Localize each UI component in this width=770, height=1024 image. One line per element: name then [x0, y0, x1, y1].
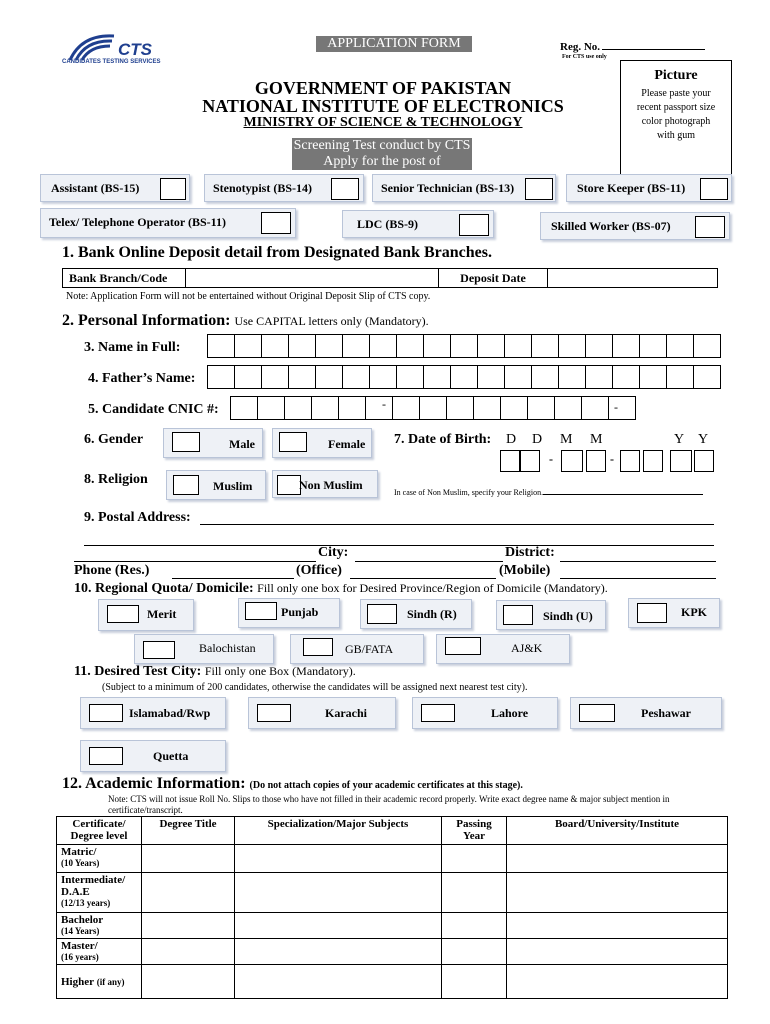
bank-branch-input[interactable] [186, 269, 439, 288]
char-cell[interactable] [284, 396, 312, 420]
dob-letter: Y [698, 432, 709, 447]
degree-level: Bachelor [61, 914, 104, 926]
char-cell[interactable] [473, 396, 501, 420]
city-islamabad[interactable] [80, 697, 226, 729]
degree-title-cell[interactable] [142, 913, 235, 939]
dob-cell[interactable] [561, 450, 583, 472]
char-cell[interactable] [581, 396, 609, 420]
section2-title: 2. Personal Information: [62, 312, 231, 329]
gender-female-checkbox[interactable] [279, 432, 307, 452]
char-cell[interactable] [230, 396, 258, 420]
char-cell[interactable] [585, 334, 613, 358]
post-senior-technician[interactable] [372, 174, 556, 202]
picture-box [620, 60, 732, 182]
section10-header [74, 581, 608, 597]
char-cell[interactable] [666, 334, 694, 358]
institute-cell[interactable] [507, 913, 728, 939]
year-cell[interactable] [442, 845, 507, 873]
city-option-label: Peshawar [641, 706, 691, 720]
section11-header [74, 664, 356, 680]
religion-non-muslim[interactable] [272, 470, 378, 498]
academic-table [56, 816, 728, 999]
table-row [57, 965, 728, 999]
section12-title: 12. Academic Information: [62, 775, 246, 792]
city-checkbox[interactable] [89, 747, 123, 765]
degree-level-cell [57, 939, 142, 965]
picture-note-line: recent passport size [636, 102, 716, 113]
dob-cell[interactable] [694, 450, 714, 472]
char-cell[interactable] [234, 365, 262, 389]
major-cell[interactable] [235, 965, 442, 999]
domicile-ajk[interactable] [436, 634, 570, 664]
dob-letter: Y [674, 432, 685, 447]
dob-cell[interactable] [670, 450, 692, 472]
post-ldc[interactable] [342, 210, 494, 238]
char-cell[interactable] [369, 334, 397, 358]
cnic-dash: - [614, 400, 618, 414]
city-lahore[interactable] [412, 697, 558, 729]
domicile-label: KPK [681, 605, 707, 619]
city-option-label: Karachi [325, 706, 367, 720]
degree-years: (if any) [96, 976, 125, 987]
academic-header: Certificate/ Degree level [57, 817, 142, 845]
cnic-cells[interactable] [231, 396, 636, 420]
char-cell[interactable] [338, 396, 366, 420]
degree-level-cell [57, 965, 142, 999]
degree-title-cell[interactable] [142, 873, 235, 913]
char-cell[interactable] [207, 365, 235, 389]
domicile-punjab[interactable] [238, 598, 340, 628]
char-cell[interactable] [666, 365, 694, 389]
domicile-checkbox[interactable] [367, 604, 397, 624]
domicile-merit[interactable] [98, 599, 194, 631]
city-checkbox[interactable] [421, 704, 455, 722]
char-cell[interactable] [504, 334, 532, 358]
post-label: LDC (BS-9) [357, 217, 419, 231]
district-label: District: [505, 545, 555, 560]
city-checkbox[interactable] [257, 704, 291, 722]
degree-years: (10 Years) [61, 858, 100, 868]
religion-label: 8. Religion [84, 472, 148, 487]
post-checkbox[interactable] [261, 212, 291, 234]
major-cell[interactable] [235, 939, 442, 965]
char-cell[interactable] [288, 334, 316, 358]
dob-cell[interactable] [620, 450, 640, 472]
title-institute: NATIONAL INSTITUTE OF ELECTRONICS [202, 96, 564, 116]
section12-subtitle: (Do not attach copies of your academic certificates at this stage). [249, 780, 523, 791]
academic-header: Degree Title [142, 817, 235, 845]
postal-address-line[interactable] [84, 545, 714, 546]
dob-cell[interactable] [643, 450, 663, 472]
degree-level-cell [57, 913, 142, 939]
postal-address-line[interactable] [200, 524, 714, 525]
religion-non-muslim-label: Non Muslim [299, 478, 363, 492]
dob-letter: D [506, 432, 517, 447]
post-label: Store Keeper (BS-11) [577, 181, 686, 195]
deposit-date-input[interactable] [548, 269, 718, 288]
picture-note-line: Please paste your [641, 88, 711, 99]
picture-note-line: color photograph [641, 116, 711, 127]
post-label: Stenotypist (BS-14) [213, 181, 313, 195]
char-cell[interactable] [365, 396, 393, 420]
domicile-checkbox[interactable] [107, 605, 139, 623]
post-telex-operator[interactable] [40, 208, 296, 238]
section2-header [62, 312, 429, 330]
phone-mobile-label: (Mobile) [499, 563, 551, 578]
domicile-label: Punjab [281, 605, 319, 619]
bank-note: Note: Application Form will not be entertained without Original Deposit Slip of CTS copy. [66, 291, 431, 302]
reg-no [560, 39, 705, 53]
char-cell[interactable] [311, 396, 339, 420]
char-cell[interactable] [450, 365, 478, 389]
name-cells[interactable] [208, 334, 721, 358]
non-muslim-note [394, 488, 703, 497]
char-cell[interactable] [342, 365, 370, 389]
year-cell[interactable] [442, 873, 507, 913]
degree-level-cell [57, 873, 142, 913]
city-input[interactable] [355, 561, 503, 562]
char-cell[interactable] [558, 334, 586, 358]
religion-muslim-checkbox[interactable] [173, 475, 199, 495]
domicile-label: Sindh (U) [543, 609, 593, 623]
char-cell[interactable] [504, 365, 532, 389]
domicile-checkbox[interactable] [143, 641, 175, 659]
section1-title: 1. Bank Online Deposit detail from Designated Bank Branches. [62, 244, 492, 261]
degree-years: (12/13 years) [61, 898, 111, 908]
title-government: GOVERNMENT OF PAKISTAN [254, 78, 512, 98]
post-stenotypist[interactable] [204, 174, 364, 202]
reg-no-field[interactable] [602, 39, 705, 50]
table-row [57, 913, 728, 939]
post-label: Skilled Worker (BS-07) [551, 219, 671, 233]
degree-title-cell[interactable] [142, 965, 235, 999]
academic-header: Board/University/Institute [507, 817, 728, 845]
picture-title: Picture [654, 68, 698, 83]
char-cell[interactable] [608, 396, 636, 420]
city-label: City: [318, 545, 349, 560]
post-checkbox[interactable] [331, 178, 359, 200]
bank-table [62, 268, 718, 288]
city-option-label: Quetta [153, 749, 189, 763]
char-cell[interactable] [554, 396, 582, 420]
domicile-label: Balochistan [199, 641, 256, 655]
domicile-label: Sindh (R) [407, 607, 457, 621]
city-checkbox[interactable] [89, 704, 123, 722]
name-label: 3. Name in Full: [84, 340, 181, 355]
char-cell[interactable] [450, 334, 478, 358]
title-ministry: MINISTRY OF SCIENCE & TECHNOLOGY [243, 115, 523, 130]
post-label: Telex/ Telephone Operator (BS-11) [49, 215, 227, 229]
char-cell[interactable] [612, 334, 640, 358]
section2-subtitle: Use CAPITAL letters only (Mandatory). [234, 314, 429, 328]
city-quetta[interactable] [80, 740, 226, 772]
picture-note [621, 87, 731, 143]
dob-label: 7. Date of Birth: [394, 432, 492, 447]
degree-title-cell[interactable] [142, 845, 235, 873]
domicile-label: GB/FATA [345, 642, 394, 656]
degree-level: Matric/ [61, 846, 97, 858]
domicile-balochistan[interactable] [134, 634, 274, 664]
domicile-gb-fata[interactable] [290, 634, 424, 664]
char-cell[interactable] [369, 365, 397, 389]
char-cell[interactable] [315, 334, 343, 358]
char-cell[interactable] [423, 334, 451, 358]
char-cell[interactable] [531, 365, 559, 389]
degree-level: Intermediate/ D.A.E [61, 874, 126, 898]
char-cell[interactable] [396, 365, 424, 389]
degree-years: (16 years) [61, 952, 99, 962]
post-checkbox[interactable] [459, 214, 489, 236]
domicile-kpk[interactable] [628, 598, 720, 628]
address-extra-line[interactable] [74, 561, 316, 562]
cnic-dash: - [382, 397, 386, 411]
logo-subtitle: CANDIDATES TESTING SERVICES [62, 59, 161, 65]
domicile-checkbox[interactable] [637, 603, 667, 623]
section11-title: 11. Desired Test City: [74, 664, 202, 679]
char-cell[interactable] [477, 334, 505, 358]
char-cell[interactable] [392, 396, 420, 420]
city-karachi[interactable] [248, 697, 396, 729]
gender-female-label: Female [328, 437, 366, 451]
char-cell[interactable] [288, 365, 316, 389]
domicile-sindh-r[interactable] [360, 599, 472, 629]
char-cell[interactable] [531, 334, 559, 358]
institute-cell[interactable] [507, 939, 728, 965]
postal-address-label: 9. Postal Address: [84, 510, 191, 525]
char-cell[interactable] [315, 365, 343, 389]
table-row [57, 939, 728, 965]
char-cell[interactable] [558, 365, 586, 389]
apply-for-label: Apply for the post of [292, 154, 472, 170]
char-cell[interactable] [419, 396, 447, 420]
section11-subtitle: Fill only one Box (Mandatory). [204, 664, 356, 678]
gender-female[interactable] [272, 428, 372, 458]
post-store-keeper[interactable] [566, 174, 732, 202]
char-cell[interactable] [693, 365, 721, 389]
degree-level-cell [57, 845, 142, 873]
gender-male-label: Male [229, 437, 255, 451]
domicile-checkbox[interactable] [303, 638, 333, 656]
institute-cell[interactable] [507, 845, 728, 873]
char-cell[interactable] [423, 365, 451, 389]
char-cell[interactable] [396, 334, 424, 358]
post-checkbox[interactable] [700, 178, 728, 200]
section10-title: 10. Regional Quota/ Domicile: [74, 581, 254, 596]
year-cell[interactable] [442, 965, 507, 999]
religion-muslim[interactable] [166, 470, 266, 500]
dob-cell[interactable] [586, 450, 606, 472]
application-form-label: APPLICATION FORM [316, 36, 472, 52]
table-row [57, 845, 728, 873]
section12-note: Note: CTS will not issue Roll No. Slips to those who have not filled in their academic record properly. Write exact degree name & major subject mention in certificate/transcript. [108, 794, 670, 815]
dob-cell[interactable] [520, 450, 540, 472]
major-cell[interactable] [235, 913, 442, 939]
deposit-date-label: Deposit Date [439, 269, 548, 288]
father-name-label: 4. Father’s Name: [88, 371, 196, 386]
char-cell[interactable] [207, 334, 235, 358]
cnic-label: 5. Candidate CNIC #: [88, 402, 219, 417]
domicile-checkbox[interactable] [445, 637, 481, 655]
major-cell[interactable] [235, 845, 442, 873]
domicile-label: AJ&K [511, 641, 543, 655]
year-cell[interactable] [442, 939, 507, 965]
domicile-checkbox[interactable] [503, 605, 533, 625]
section10-subtitle: Fill only one box for Desired Province/Region of Domicile (Mandatory). [257, 581, 608, 595]
char-cell[interactable] [257, 396, 285, 420]
dob-letter: M [560, 432, 573, 447]
phone-res-input[interactable] [172, 578, 294, 579]
institute-cell[interactable] [507, 873, 728, 913]
academic-header: Specialization/Major Subjects [235, 817, 442, 845]
char-cell[interactable] [639, 365, 667, 389]
bank-branch-label: Bank Branch/Code [63, 269, 186, 288]
year-cell[interactable] [442, 913, 507, 939]
post-label: Assistant (BS-15) [51, 181, 140, 195]
post-assistant[interactable] [40, 174, 190, 202]
city-option-label: Lahore [491, 706, 529, 720]
section11-note: (Subject to a minimum of 200 candidates, otherwise the candidates will be assigned next nearest test city). [102, 682, 528, 693]
city-checkbox[interactable] [579, 704, 615, 722]
char-cell[interactable] [585, 365, 613, 389]
gender-male-checkbox[interactable] [172, 432, 200, 452]
screening-note: Screening Test conduct by CTS [293, 138, 471, 153]
domicile-sindh-u[interactable] [496, 600, 606, 630]
phone-mobile-input[interactable] [560, 578, 716, 579]
domicile-label: Merit [147, 607, 177, 621]
gender-male[interactable] [163, 428, 263, 458]
degree-level: Higher [61, 975, 94, 988]
post-label: Senior Technician (BS-13) [381, 181, 515, 195]
gender-label: 6. Gender [84, 432, 144, 447]
city-peshawar[interactable] [570, 697, 722, 729]
char-cell[interactable] [234, 334, 262, 358]
institute-cell[interactable] [507, 965, 728, 999]
religion-non-muslim-checkbox[interactable] [277, 475, 301, 495]
phone-office-label: (Office) [296, 563, 342, 578]
char-cell[interactable] [500, 396, 528, 420]
table-row [57, 873, 728, 913]
major-cell[interactable] [235, 873, 442, 913]
dob-letter: D [532, 432, 543, 447]
dob-dash: - [610, 452, 614, 466]
picture-note-line: with gum [656, 130, 696, 141]
degree-years: (14 Years) [61, 926, 100, 936]
char-cell[interactable] [446, 396, 474, 420]
char-cell[interactable] [261, 334, 289, 358]
dob-letter: M [590, 432, 603, 447]
dob-dash: - [549, 452, 553, 466]
char-cell[interactable] [527, 396, 555, 420]
non-muslim-note-text: In case of Non Muslim, specify your Religion. [394, 488, 544, 497]
dob-cell[interactable] [500, 450, 520, 472]
char-cell[interactable] [639, 334, 667, 358]
char-cell[interactable] [477, 365, 505, 389]
reg-no-label: Reg. No. [560, 41, 601, 53]
char-cell[interactable] [261, 365, 289, 389]
domicile-checkbox[interactable] [245, 602, 277, 620]
post-checkbox[interactable] [160, 178, 186, 200]
post-checkbox[interactable] [525, 178, 553, 200]
phone-res-label: Phone (Res.) [74, 563, 150, 578]
academic-header: Passing Year [442, 817, 507, 845]
degree-title-cell[interactable] [142, 939, 235, 965]
phone-office-input[interactable] [350, 578, 496, 579]
city-option-label: Islamabad/Rwp [129, 706, 211, 720]
district-input[interactable] [560, 561, 716, 562]
cts-use-only: For CTS use only [562, 54, 607, 60]
religion-muslim-label: Muslim [213, 479, 253, 493]
char-cell[interactable] [693, 334, 721, 358]
degree-level: Master/ [61, 940, 98, 952]
post-checkbox[interactable] [695, 216, 725, 238]
char-cell[interactable] [612, 365, 640, 389]
post-skilled-worker[interactable] [540, 212, 730, 240]
father-name-cells[interactable] [208, 365, 721, 389]
char-cell[interactable] [342, 334, 370, 358]
section12-header [62, 775, 523, 793]
logo-text: CTS [118, 40, 152, 59]
